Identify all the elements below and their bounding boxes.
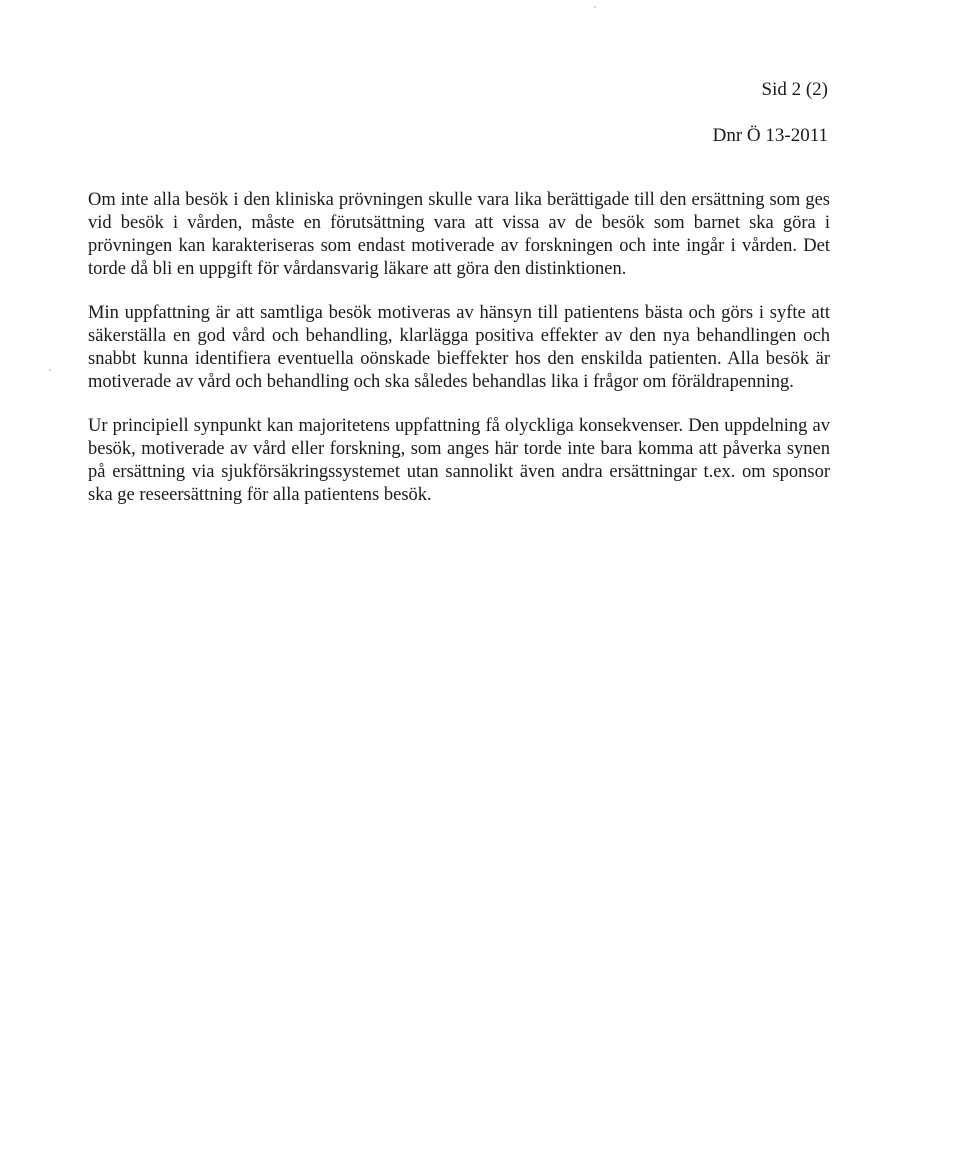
scan-speck [594,6,596,8]
document-body [88,189,830,528]
page-number: Sid 2 (2) [761,79,828,100]
paragraph-2: Min uppfattning är att samtliga besök motiveras av hänsyn till patientens bästa och görs i syfte att säkerställa en god vård och behandling, klarlägga positiva effekter av den nya behandlingen och snabbt kunna identifiera eventuella oönskade bieffekter hos den enskilda patienten. Alla besök är motiverade av vård och behandling och ska således behandlas lika i frågor om föräldrapenning. [88,303,830,392]
reference-number: Dnr Ö 13-2011 [712,125,828,146]
scan-speck [49,369,51,371]
paragraph-1: Om inte alla besök i den kliniska prövningen skulle vara lika berättigade till den ersättning som ges vid besök i vården, måste en förutsättning vara att vissa av de besök som barnet ska göra i prövningen kan karakteriseras som endast motiverade av forskningen och inte ingår i vården. Det torde då bli en uppgift för vårdansvarig läkare att göra den distinktionen. [88,190,830,279]
paragraph-3: Ur principiell synpunkt kan majoritetens uppfattning få olyckliga konsekvenser. Den uppdelning av besök, motiverade av vård eller forskning, som anges här torde inte bara komma att påverka synen på ersättning via sjukförsäkringssystemet utan sannolikt även andra ersättningar t.ex. om sponsor ska ge reseersättning för alla patientens besök. [88,416,830,505]
